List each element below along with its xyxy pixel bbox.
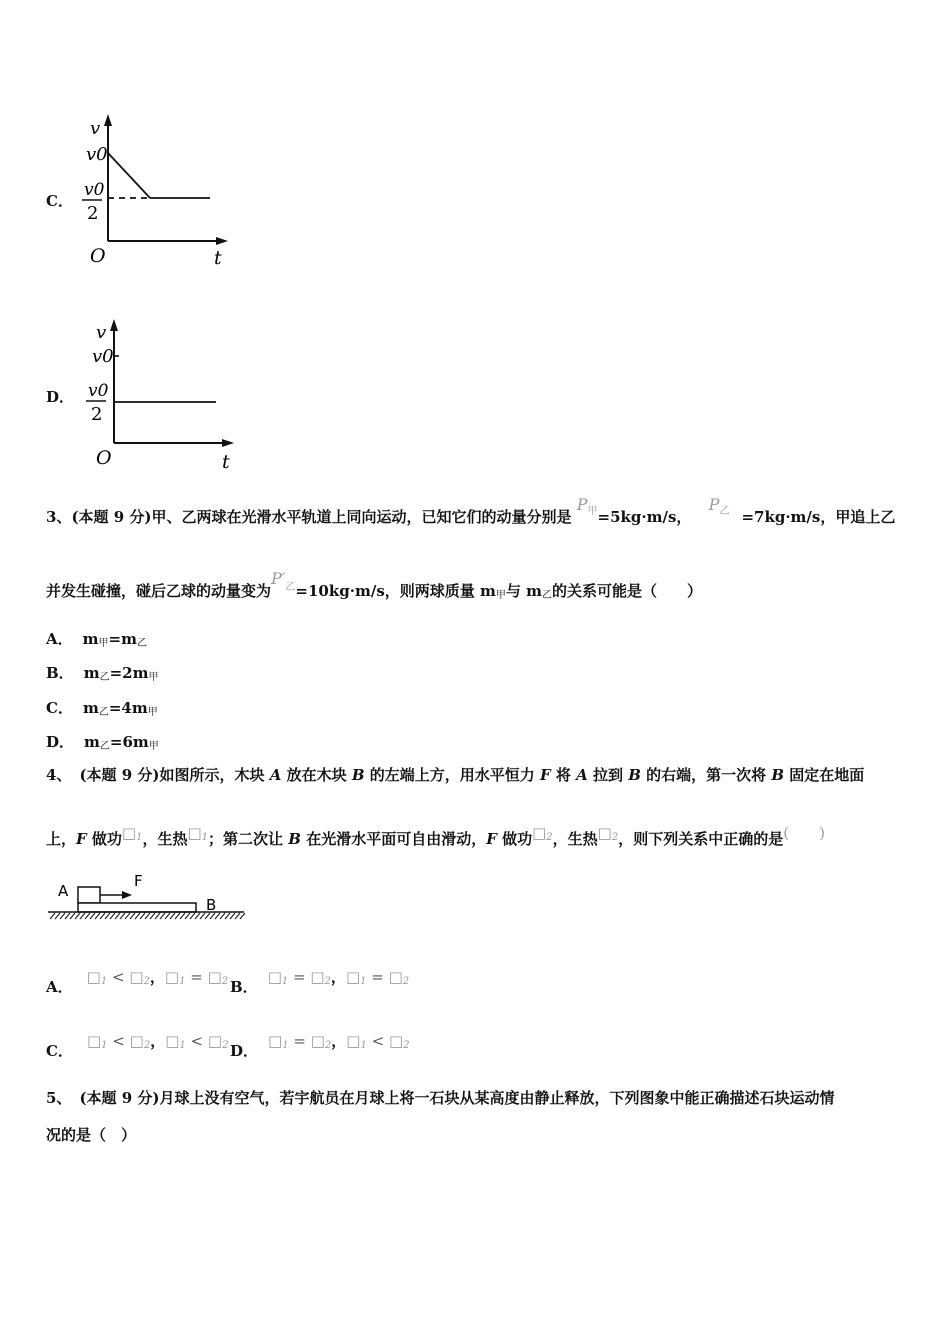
- q4-l2-d: ；第二次让: [208, 830, 289, 848]
- q4-c-s1: 1: [101, 1040, 108, 1051]
- q3-option-c-m1: m: [82, 699, 99, 717]
- q4-b-p1: □: [267, 968, 282, 986]
- q4-l1-0: 如图所示，木块: [159, 766, 270, 784]
- ground-hatch: [160, 913, 165, 919]
- q3-option-c-sub2: 甲: [147, 707, 158, 718]
- q3-p-yi2-val: =10kg·m/s，则两球质量 m: [295, 582, 496, 600]
- q4-line1: [46, 764, 864, 785]
- q4-l2-q2-box: □: [597, 824, 612, 842]
- ground-hatch: [230, 913, 235, 919]
- ground-hatch: [135, 913, 140, 919]
- ground-hatch: [70, 913, 75, 919]
- q4-l1-a2: A: [576, 766, 588, 784]
- option-d-label: D．: [46, 388, 75, 406]
- q4-a-s1: 1: [100, 976, 108, 987]
- q4-b-s1: 1: [281, 976, 289, 987]
- q4-c-p4: □: [207, 1032, 223, 1050]
- q4-d-r2: <: [366, 1032, 389, 1050]
- q4-option-b[interactable]: [230, 966, 410, 996]
- q4-option-c-label: C．: [46, 1042, 73, 1060]
- q5-line1-text: 月球上没有空气，若宇航员在月球上将一石块从某高度由静止释放，下列图象中能正确描述石块运动情: [159, 1089, 835, 1107]
- c-half-den: 2: [87, 203, 99, 224]
- q5-line1: [46, 1087, 835, 1108]
- q3-line1: [46, 495, 896, 527]
- q4-l1-6: 将: [550, 766, 577, 784]
- q4-option-d-label: D．: [230, 1042, 259, 1060]
- ground-hatch: [125, 913, 130, 919]
- q4-number: 4、: [46, 766, 72, 784]
- q4-c-sep: ，: [150, 1032, 166, 1050]
- q5-score: (本题 9 分): [79, 1089, 160, 1107]
- ground-hatch: [240, 913, 245, 919]
- q3-number: 3、: [46, 508, 72, 526]
- q4-c-p2: □: [129, 1032, 144, 1050]
- q4-c-s4: 2: [222, 1040, 229, 1051]
- q4-l2-bb: B: [288, 830, 301, 848]
- q3-option-b[interactable]: [46, 662, 158, 683]
- q3-score: (本题 9 分): [71, 508, 152, 526]
- q3-option-a-sub2: 乙: [136, 638, 147, 649]
- q3-p-yi-sub: 乙: [719, 506, 730, 517]
- q3-option-a-eq: =m: [108, 630, 137, 648]
- q4-a-sep: ，: [149, 968, 165, 986]
- q3-option-a-label: A．: [46, 630, 73, 648]
- q4-l2-w1-sub: 1: [136, 832, 143, 843]
- ground-hatch: [80, 913, 85, 919]
- q4-fig-f: F: [134, 872, 143, 890]
- option-c-label: C．: [46, 192, 73, 210]
- ground-hatch: [170, 913, 175, 919]
- ground-hatch: [220, 913, 225, 919]
- q3-option-d-m1: m: [84, 733, 100, 751]
- ground-hatch: [85, 913, 90, 919]
- q4-l1-12: 固定在地面: [784, 766, 865, 784]
- q4-l2-f2: F: [486, 830, 497, 848]
- q4-l2-f1: F: [76, 830, 87, 848]
- q4-l1-b2: B: [628, 766, 641, 784]
- q4-fig-b: B: [206, 896, 217, 914]
- q4-b-p4: □: [388, 968, 403, 986]
- q3-p-yi-val: =7kg·m/s，甲追上乙: [741, 508, 896, 526]
- ground-hatch: [55, 913, 60, 919]
- ground-hatch: [150, 913, 155, 919]
- q4-l2-g: 做功: [496, 830, 533, 848]
- ground-hatch: [105, 913, 110, 919]
- q4-d-p4: □: [388, 1032, 404, 1050]
- q4-b-r2: =: [366, 968, 389, 986]
- q4-a-p3: □: [164, 968, 180, 986]
- q4-option-b-label: B．: [230, 978, 258, 996]
- d-v0: v0: [92, 346, 114, 367]
- q4-l1-a: A: [269, 766, 282, 784]
- q4-l2-w2-box: □: [532, 824, 547, 842]
- q4-b-r1: =: [288, 968, 311, 986]
- q4-l1-f: F: [539, 766, 551, 784]
- ground-hatch: [225, 913, 230, 919]
- c-origin: O: [90, 245, 106, 267]
- q4-l2-q1-sub: 1: [201, 832, 209, 843]
- q4-a-p1: □: [86, 968, 101, 986]
- q4-a-p2: □: [129, 968, 144, 986]
- q4-d-s3: 1: [360, 1040, 367, 1051]
- ground-hatch: [190, 913, 195, 919]
- q4-d-p1: □: [268, 1032, 283, 1050]
- q4-a-s2: 2: [143, 976, 150, 987]
- q4-d-s1: 1: [282, 1040, 289, 1051]
- q4-option-a-label: A．: [46, 978, 73, 996]
- q4-l2-w2-sub: 2: [546, 832, 553, 843]
- q4-l2-c: ，生热: [142, 830, 188, 848]
- q3-option-b-label: B．: [46, 664, 74, 682]
- q4-l2-q2-sub: 2: [611, 832, 619, 843]
- ground-hatch: [95, 913, 100, 919]
- q3-option-d-sub2: 甲: [148, 741, 159, 752]
- ground-hatch: [165, 913, 170, 919]
- q4-option-d[interactable]: [230, 1030, 410, 1060]
- q4-option-c[interactable]: [46, 1030, 229, 1060]
- q4-l2-i: ，则下列关系中正确的是: [618, 830, 784, 848]
- q4-c-p1: □: [86, 1032, 102, 1050]
- q4-l1-4: 的左端上方，用水平恒力: [364, 766, 540, 784]
- ground-hatch: [60, 913, 65, 919]
- c-v0: [86, 144, 108, 165]
- q4-l2-w1-box: □: [121, 824, 137, 842]
- q4-b-s4: 2: [402, 976, 410, 987]
- q4-b-s2: 2: [324, 976, 331, 987]
- ground-hatch: [155, 913, 160, 919]
- q3-option-b-m1: m: [83, 664, 100, 682]
- q4-fig-a: A: [58, 882, 69, 900]
- ground-hatch: [140, 913, 145, 919]
- c-axis-y: v: [90, 118, 101, 139]
- ground-hatch: [65, 913, 70, 919]
- q4-a-r1: <: [107, 968, 130, 986]
- q4-c-r1: <: [107, 1032, 130, 1050]
- q3-mid-text: 与 m: [505, 582, 542, 600]
- q4-c-s3: 1: [179, 1040, 186, 1051]
- q4-l2-e: 在光滑水平面可自由滑动，: [300, 830, 487, 848]
- q4-score: (本题 9 分): [79, 766, 160, 784]
- q3-p-jia-sym: P: [576, 495, 588, 514]
- ground-hatch: [115, 913, 120, 919]
- ground-hatch: [50, 913, 55, 919]
- c-axis-x: t: [214, 247, 222, 269]
- q3-p-yi2-sym: P′: [271, 569, 286, 588]
- q3-option-b-sub1: 乙: [99, 672, 110, 683]
- q3-p-yi2-sub: 乙: [285, 582, 296, 593]
- q4-b-s3: 1: [360, 976, 367, 987]
- ground-hatch: [110, 913, 115, 919]
- d-half-den: 2: [91, 404, 103, 425]
- q4-c-p3: □: [165, 1032, 180, 1050]
- q3-option-c-label: C．: [46, 699, 73, 717]
- q4-a-s3: 1: [179, 976, 186, 987]
- q4-option-a[interactable]: [46, 966, 229, 996]
- d-origin: O: [96, 447, 112, 469]
- q3-option-a-m1: m: [82, 630, 99, 648]
- ground-hatch: [200, 913, 205, 919]
- q3-option-a[interactable]: [46, 628, 147, 649]
- q4-l1-10: 的右端，第一次将: [640, 766, 772, 784]
- ground-hatch: [175, 913, 180, 919]
- q3-line2-text: 并发生碰撞，碰后乙球的动量变为: [46, 582, 272, 600]
- ground-hatch: [100, 913, 105, 919]
- q3-option-b-sub2: 甲: [148, 672, 159, 683]
- q3-option-c-eq: =4m: [108, 699, 148, 717]
- q4-d-sep: ，: [331, 1032, 347, 1050]
- q4-c-s2: 2: [143, 1040, 151, 1051]
- ground-hatch: [195, 913, 200, 919]
- q3-option-c-sub1: 乙: [98, 707, 109, 718]
- q3-option-d-label: D．: [46, 733, 75, 751]
- q3-option-d[interactable]: [46, 731, 159, 752]
- q4-l1-b3: B: [771, 766, 785, 784]
- q4-block-figure: [46, 872, 248, 928]
- q3-option-a-sub1: 甲: [98, 638, 109, 649]
- q3-option-d-eq: =6m: [109, 733, 149, 751]
- c-v0-main: v0: [86, 144, 108, 165]
- q4-l2-a: 上，: [46, 830, 77, 848]
- q4-d-p2: □: [310, 1032, 325, 1050]
- q3-p-jia-val: =5kg·m/s，: [597, 508, 692, 526]
- q4-d-s2: 2: [324, 1040, 332, 1051]
- ground-hatch: [130, 913, 135, 919]
- q4-d-s4: 2: [403, 1040, 410, 1051]
- ground-hatch: [235, 913, 240, 919]
- q4-d-r1: =: [288, 1032, 311, 1050]
- ground-hatch: [180, 913, 185, 919]
- q4-l2-b: 做功: [86, 830, 122, 848]
- q4-d-p3: □: [346, 1032, 361, 1050]
- q4-l1-b: B: [351, 766, 365, 784]
- q4-a-s4: 2: [221, 976, 229, 987]
- q3-option-d-sub1: 乙: [99, 741, 110, 752]
- ground-hatch: [75, 913, 80, 919]
- q3-m-yi-sub: 乙: [541, 590, 552, 601]
- q3-line1-text: 甲、乙两球在光滑水平轨道上同向运动，已知它们的动量分别是: [151, 508, 572, 526]
- q3-p-jia-sub: 甲: [587, 506, 598, 517]
- q4-l2-h: ，生热: [552, 830, 598, 848]
- q3-m-jia-sub: 甲: [495, 590, 506, 601]
- ground-hatch: [145, 913, 150, 919]
- q4-a-r2: =: [185, 968, 208, 986]
- q3-option-b-eq: =2m: [109, 664, 149, 682]
- ground-hatch: [185, 913, 190, 919]
- ground-hatch: [90, 913, 95, 919]
- d-half-num: v0: [88, 381, 109, 401]
- q3-option-c[interactable]: [46, 697, 158, 718]
- q5-line2: 况的是（ ）: [46, 1126, 137, 1144]
- q3-end-text: 的关系可能是（ ）: [551, 582, 702, 600]
- q5-number: 5、: [46, 1089, 72, 1107]
- q4-b-p2: □: [310, 968, 325, 986]
- q4-l1-2: 放在木块: [281, 766, 352, 784]
- d-axis-y: v: [96, 322, 107, 343]
- q4-line2: [46, 824, 825, 849]
- q3-line2: [46, 569, 702, 601]
- q4-a-p4: □: [207, 968, 222, 986]
- q4-l1-8: 拉到: [587, 766, 629, 784]
- q4-l2-paren: ( ): [783, 824, 825, 842]
- q3-p-yi-sym: P: [708, 495, 720, 514]
- c-half-num: v0: [84, 180, 105, 200]
- d-axis-x: t: [222, 451, 230, 473]
- q4-b-sep: ，: [330, 968, 346, 986]
- q4-c-r2: <: [185, 1032, 208, 1050]
- option-d-graph: [84, 316, 244, 476]
- ground-hatch: [120, 913, 125, 919]
- option-c-graph: [78, 112, 238, 272]
- q4-l2-q1-box: □: [187, 824, 202, 842]
- q4-b-p3: □: [345, 968, 361, 986]
